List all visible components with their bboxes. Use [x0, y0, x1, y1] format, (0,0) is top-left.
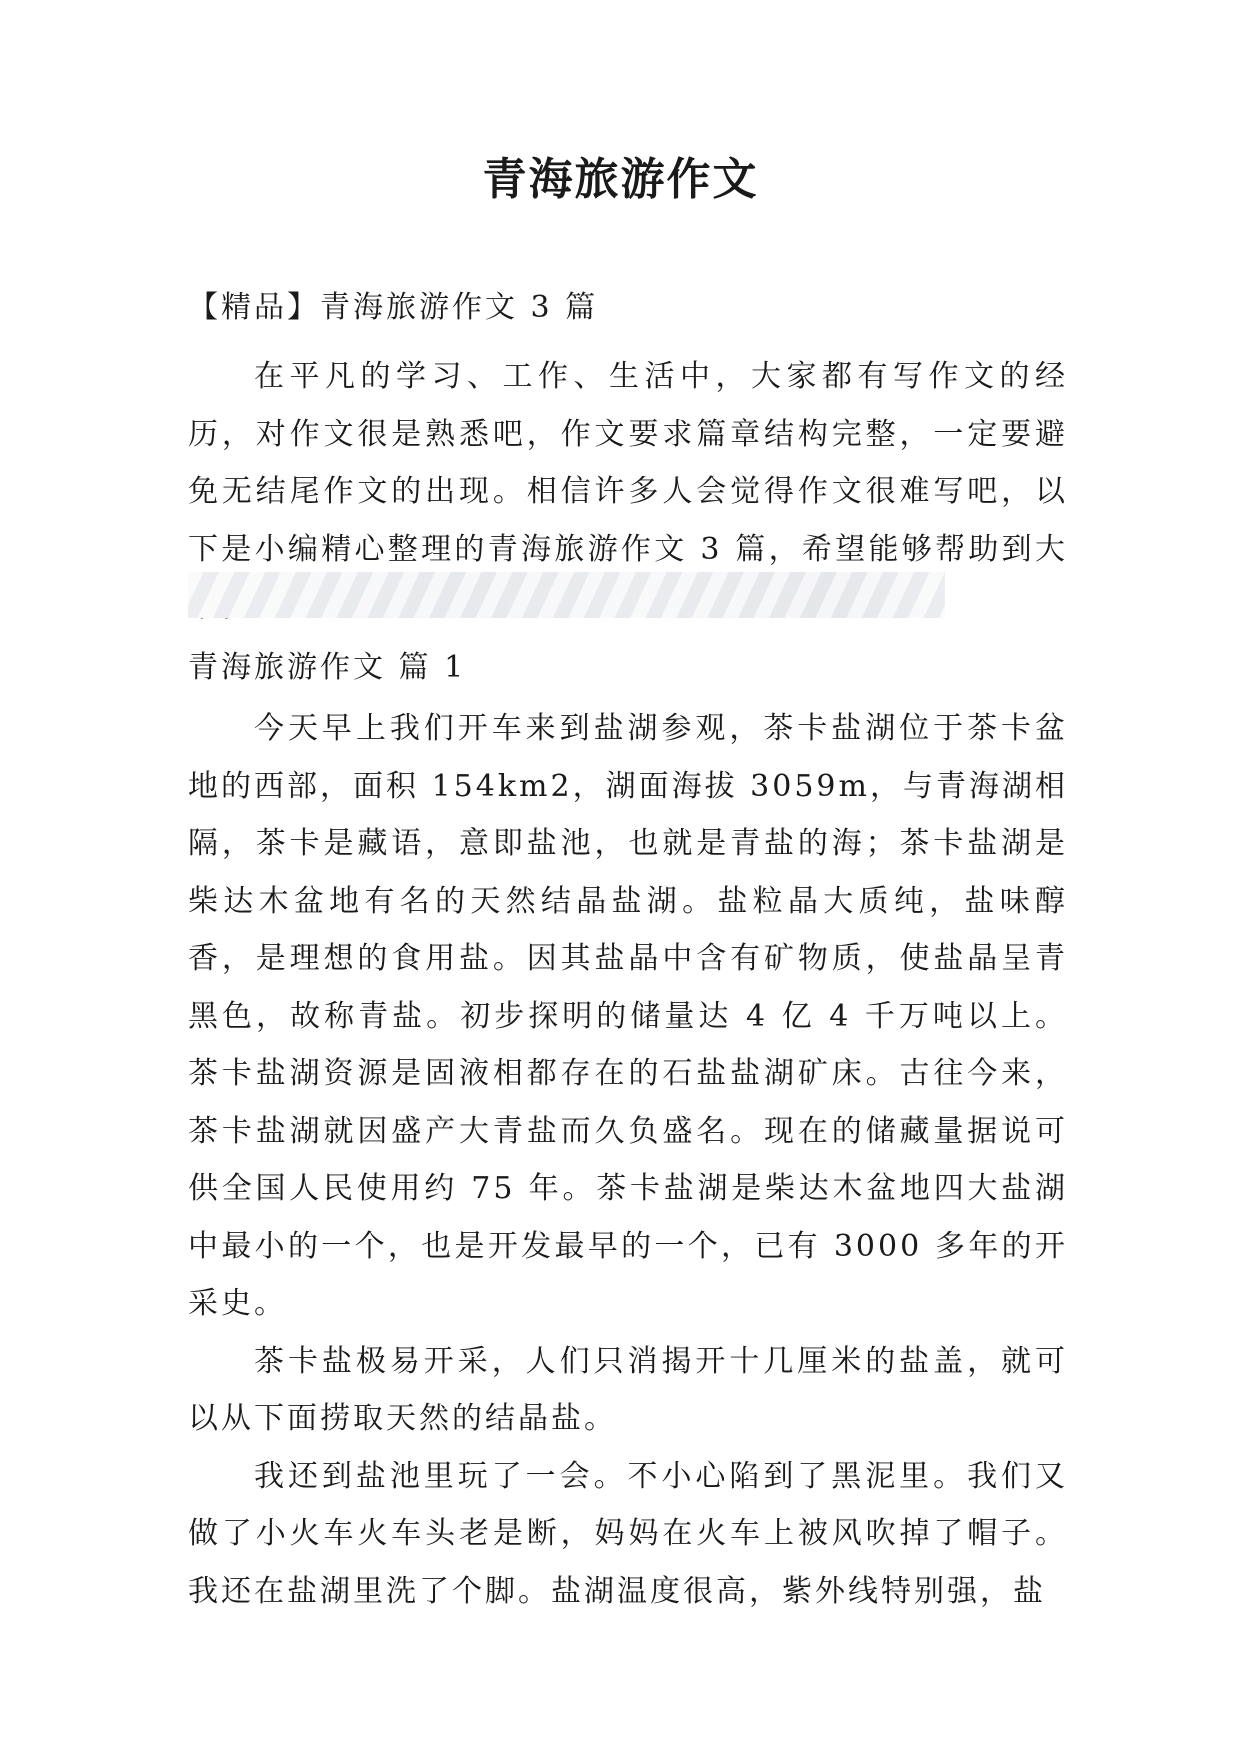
section-heading: 青海旅游作文 篇 1 — [188, 650, 467, 685]
document-subtitle: 【精品】青海旅游作文 3 篇 — [188, 290, 599, 325]
article-paragraph: 今天早上我们开车来到盐湖参观，茶卡盐湖位于茶卡盆地的西部，面积 154km2，湖面海拔 3059m，与青海湖相隔，茶卡是藏语，意即盐池，也就是青盐的海；茶卡盐湖是柴达木盆地有名的天然结晶盐湖。盐粒晶大质纯，盐味醇香，是理想的食用盐。因其盐晶中含有矿物质，使盐晶呈青黑色，故称青盐。初步探明的储量达 4 亿 4 千万吨以上。茶卡盐湖资源是固液相都存在的石盐盐湖矿床。古往今来，茶卡盐湖就因盛产大青盐而久负盛名。现在的储藏量据说可供全国人民使用约 75 年。茶卡盐湖是柴达木盆地四大盐湖中最小的一个，也是开发最早的一个，已有 3000 多年的开采史。 — [188, 711, 1068, 1321]
blurred-image-strip — [188, 572, 945, 618]
article-paragraph: 茶卡盐极易开采，人们只消揭开十几厘米的盐盖，就可以从下面捞取天然的结晶盐。 — [188, 1343, 1068, 1436]
document-title: 青海旅游作文 — [482, 154, 759, 205]
intro-paragraph: 在平凡的学习、工作、生活中，大家都有写作文的经历，对作文很是熟悉吧，作文要求篇章结构完整，一定要避免无结尾作文的出现。相信许多人会觉得作文很难写吧，以下是小编精心整理的青海旅游作文 3 篇，希望能够帮助到大 — [188, 359, 1068, 567]
article-body — [188, 700, 1068, 1620]
article-paragraph: 我还到盐池里玩了一会。不小心陷到了黑泥里。我们又做了小火车火车头老是断，妈妈在火车上被风吹掉了帽子。我还在盐湖里洗了个脚。盐湖温度很高，紫外线特别强，盐 — [188, 1458, 1068, 1609]
